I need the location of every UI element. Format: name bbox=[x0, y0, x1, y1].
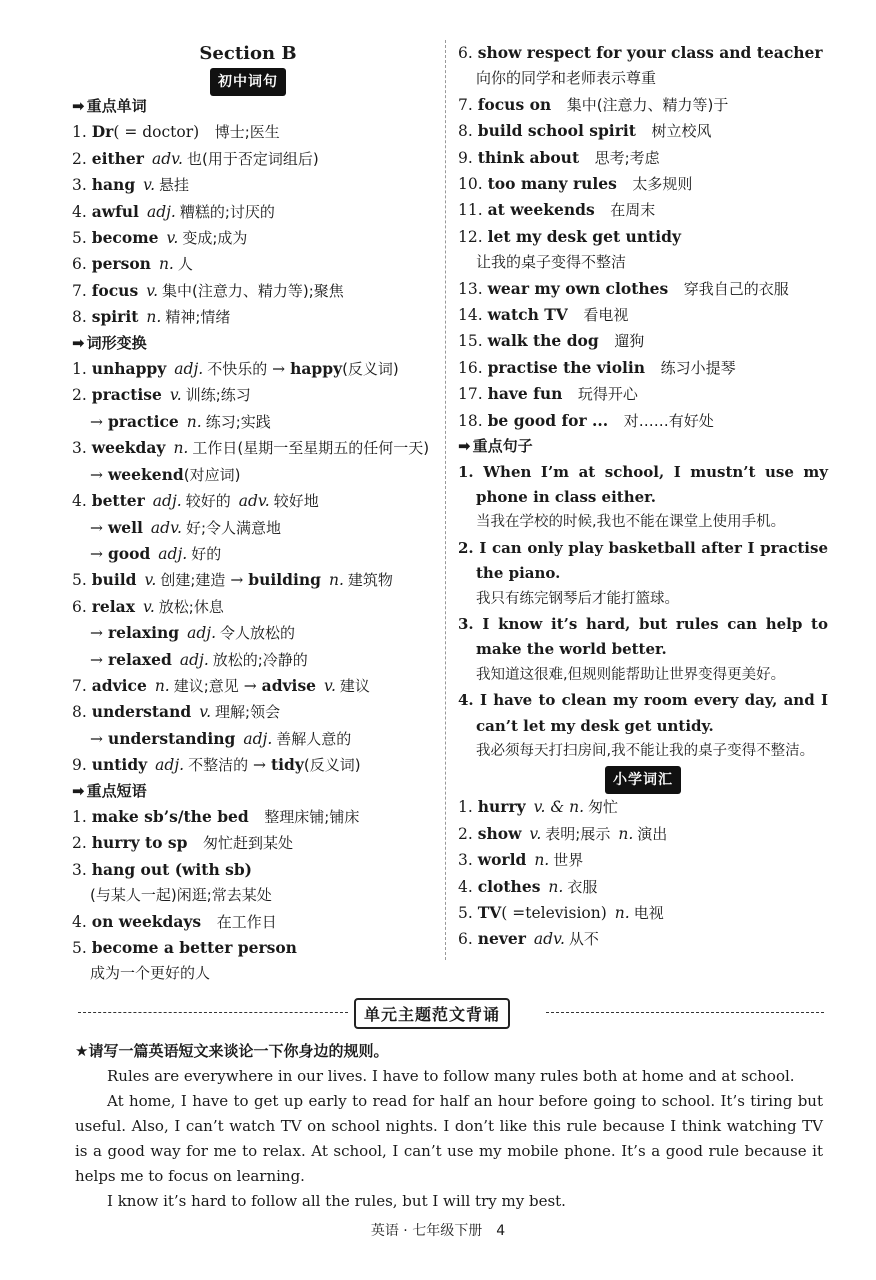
part-of-speech: adv. bbox=[150, 518, 182, 537]
part-of-speech: v. bbox=[529, 824, 542, 843]
word-chinese: 演出 bbox=[637, 824, 668, 843]
item-number: 14. bbox=[458, 306, 483, 325]
part-of-speech: adj. bbox=[146, 202, 176, 221]
column-divider bbox=[445, 40, 446, 960]
item-number: 2. bbox=[458, 824, 473, 843]
primary-word-item bbox=[458, 900, 828, 926]
phrase-translation bbox=[72, 961, 424, 986]
phrase-english: make sb’s/the bed bbox=[91, 806, 249, 826]
form-item bbox=[72, 409, 424, 435]
word-chinese: 博士;医生 bbox=[214, 123, 280, 142]
word-english: unhappy bbox=[91, 359, 167, 379]
item-number: 10. bbox=[458, 175, 483, 194]
form-item bbox=[72, 515, 424, 541]
word-english: awful bbox=[91, 201, 139, 221]
word-chinese: 衣服 bbox=[567, 877, 598, 896]
item-number: 1. bbox=[458, 462, 474, 481]
phrase-item bbox=[458, 276, 828, 302]
relation-note: (反义词) bbox=[303, 756, 361, 775]
word-chinese: 也(用于否定词组后) bbox=[186, 149, 319, 168]
sentence-chinese: 我只有练完钢琴后才能打篮球。 bbox=[476, 590, 679, 607]
item-number: 3. bbox=[72, 439, 87, 458]
form-item bbox=[72, 594, 424, 620]
essay-paragraph: Rules are everywhere in our lives. I have to follow many rules both at home and at school. bbox=[107, 1067, 795, 1085]
phrase-english: watch TV bbox=[487, 305, 568, 325]
phrase-english: practise the violin bbox=[487, 357, 646, 377]
header-sentences: ➡ 重点句子 bbox=[458, 434, 828, 459]
phrase-english: have fun bbox=[487, 384, 563, 404]
phrase-english: wear my own clothes bbox=[487, 278, 669, 298]
part-of-speech: adv. bbox=[151, 149, 183, 168]
item-number: 3. bbox=[72, 176, 87, 195]
word-note: ( =television) bbox=[501, 904, 607, 922]
item-number: 4. bbox=[72, 202, 87, 221]
sentence-item bbox=[458, 612, 828, 688]
phrases-list-continued bbox=[458, 40, 828, 434]
phrase-chinese: 整理床铺;铺床 bbox=[264, 807, 360, 826]
item-number: 8. bbox=[72, 308, 87, 327]
word-chinese: (对应词) bbox=[183, 465, 241, 484]
form-item bbox=[72, 673, 424, 699]
item-number: 9. bbox=[72, 756, 87, 775]
word-chinese: 好;令人满意地 bbox=[185, 518, 281, 537]
phrase-item bbox=[72, 857, 424, 883]
phrase-item bbox=[458, 118, 828, 144]
related-word: advise bbox=[261, 675, 317, 695]
word-chinese: 建议 bbox=[339, 676, 370, 695]
phrase-chinese: 遛狗 bbox=[614, 332, 645, 351]
item-number: 6. bbox=[458, 930, 473, 949]
item-number: 5. bbox=[72, 229, 87, 248]
word-item bbox=[72, 199, 424, 225]
part-of-speech: n. bbox=[328, 571, 344, 590]
part-of-speech: n. bbox=[534, 851, 550, 870]
arrow-right-icon: ➡ bbox=[72, 333, 85, 352]
sentence-chinese: 我知道这很难,但规则能帮助让世界变得更美好。 bbox=[476, 666, 786, 683]
item-number: 13. bbox=[458, 279, 483, 298]
word-chinese: 建筑物 bbox=[347, 571, 393, 590]
part-of-speech: adv. bbox=[238, 492, 270, 511]
word-chinese: 放松;休息 bbox=[158, 597, 224, 616]
phrase-item bbox=[458, 197, 828, 223]
header-forms: ➡ 词形变换 bbox=[72, 331, 424, 356]
item-number: 7. bbox=[72, 676, 87, 695]
word-english: show bbox=[477, 823, 522, 843]
form-item bbox=[72, 567, 424, 593]
arrow-right-icon: ➡ bbox=[458, 437, 471, 456]
phrases-list bbox=[72, 804, 424, 987]
phrase-chinese: 看电视 bbox=[583, 306, 629, 325]
word-chinese: 世界 bbox=[553, 851, 584, 870]
part-of-speech: n. bbox=[186, 412, 202, 431]
word-english: practice bbox=[107, 411, 179, 431]
related-word: building bbox=[248, 570, 321, 590]
item-number: 8. bbox=[458, 122, 473, 141]
word-chinese: 较好的 bbox=[185, 492, 231, 511]
sentence-item bbox=[458, 688, 828, 764]
item-number: 6. bbox=[72, 255, 87, 274]
item-number: 4. bbox=[72, 492, 87, 511]
phrase-english: build school spirit bbox=[477, 121, 636, 141]
forms-list bbox=[72, 356, 430, 779]
essay-prompt: ★请写一篇英语短文来谈论一下你身边的规则。 bbox=[75, 1042, 389, 1060]
form-item bbox=[72, 435, 430, 461]
word-english: untidy bbox=[91, 755, 148, 775]
part-of-speech: v. bbox=[146, 281, 159, 300]
arrow: → bbox=[90, 412, 103, 431]
phrase-english: think about bbox=[477, 147, 580, 167]
word-english: TV bbox=[477, 903, 502, 922]
phrase-item bbox=[72, 909, 424, 935]
item-number: 1. bbox=[72, 360, 87, 379]
header-phrases: ➡ 重点短语 bbox=[72, 779, 424, 804]
word-english: weekday bbox=[91, 438, 166, 458]
sentence-english: I have to clean my room every day, and I can’t let my desk get untidy. bbox=[476, 691, 828, 735]
item-number: 6. bbox=[458, 44, 473, 62]
part-of-speech: adj. bbox=[179, 650, 209, 669]
form-item bbox=[72, 647, 424, 673]
word-chinese: 从不 bbox=[568, 930, 599, 949]
word-chinese: 表明;展示 bbox=[545, 824, 611, 843]
item-number: 15. bbox=[458, 332, 483, 351]
word-item bbox=[72, 304, 424, 330]
word-chinese: 理解;领会 bbox=[215, 703, 281, 722]
form-item bbox=[72, 699, 424, 725]
part-of-speech: v. bbox=[142, 597, 155, 616]
phrase-item bbox=[458, 302, 828, 328]
phrase-english: show respect for your class and teacher bbox=[477, 43, 823, 62]
phrase-chinese: 让我的桌子变得不整洁 bbox=[476, 253, 627, 272]
arrow: → bbox=[90, 518, 103, 537]
part-of-speech: n. bbox=[173, 439, 189, 458]
primary-word-item bbox=[458, 926, 828, 952]
primary-word-item bbox=[458, 821, 828, 847]
part-of-speech: adj. bbox=[174, 360, 204, 379]
related-word: happy bbox=[290, 359, 343, 379]
item-number: 4. bbox=[458, 877, 473, 896]
phrase-chinese: 对……有好处 bbox=[623, 411, 714, 430]
word-chinese: 不整洁的 bbox=[188, 756, 249, 775]
item-number: 2. bbox=[72, 834, 87, 853]
part-of-speech: adj. bbox=[243, 729, 273, 748]
word-chinese: 电视 bbox=[633, 904, 664, 922]
item-number: 12. bbox=[458, 227, 483, 246]
word-chinese: 令人放松的 bbox=[220, 624, 296, 643]
word-english: hang bbox=[91, 175, 136, 195]
phrase-english: on weekdays bbox=[91, 911, 202, 931]
phrase-item bbox=[72, 830, 424, 856]
item-number: 18. bbox=[458, 411, 483, 430]
primary-words-list bbox=[458, 794, 828, 952]
page-footer: 英语 · 七年级下册 4 bbox=[370, 1223, 506, 1239]
form-item bbox=[72, 382, 424, 408]
word-english: better bbox=[91, 491, 145, 511]
word-chinese: 精神;情绪 bbox=[165, 308, 231, 327]
word-english: focus bbox=[91, 280, 139, 300]
word-english: understanding bbox=[107, 728, 236, 748]
word-english: either bbox=[91, 148, 144, 168]
phrase-chinese: 太多规则 bbox=[632, 175, 693, 194]
phrase-chinese: 集中(注意力、精力等)于 bbox=[566, 95, 729, 114]
part-of-speech: n. bbox=[548, 877, 564, 896]
phrase-english: become a better person bbox=[91, 938, 297, 957]
word-chinese: 集中(注意力、精力等);聚焦 bbox=[162, 281, 344, 300]
part-of-speech: v. bbox=[143, 176, 156, 195]
phrase-english: be good for ... bbox=[487, 410, 609, 430]
item-number: 1. bbox=[458, 798, 473, 817]
phrase-chinese: 匆忙赶到某处 bbox=[202, 834, 293, 853]
arrow: → bbox=[272, 360, 286, 379]
word-english: hurry bbox=[477, 797, 526, 817]
part-of-speech: n. bbox=[158, 255, 174, 274]
word-english: never bbox=[477, 929, 526, 949]
item-number: 11. bbox=[458, 201, 483, 220]
word-english: Dr bbox=[91, 122, 114, 142]
phrase-english: walk the dog bbox=[487, 331, 599, 351]
part-of-speech: n. bbox=[146, 308, 162, 327]
form-item bbox=[72, 541, 424, 567]
word-english: person bbox=[91, 254, 151, 274]
word-english: advice bbox=[91, 675, 147, 695]
item-number: 2. bbox=[72, 149, 87, 168]
part-of-speech: v. bbox=[324, 676, 336, 695]
form-item bbox=[72, 462, 424, 488]
item-number: 5. bbox=[72, 939, 87, 957]
phrase-english: too many rules bbox=[487, 174, 617, 194]
part-of-speech: v. bbox=[144, 571, 157, 590]
item-number: 3. bbox=[72, 860, 87, 879]
arrow: → bbox=[90, 650, 103, 669]
phrase-chinese: 练习小提琴 bbox=[660, 358, 736, 377]
arrow-right-icon: ➡ bbox=[72, 781, 85, 800]
phrase-translation bbox=[458, 250, 828, 275]
phrase-item bbox=[458, 408, 828, 434]
word-english: practise bbox=[91, 385, 162, 405]
relation-note: (反义词) bbox=[342, 360, 399, 379]
word-chinese: 人 bbox=[177, 255, 193, 274]
word-chinese: 创建;建造 bbox=[160, 571, 226, 590]
item-number: 4. bbox=[458, 691, 474, 710]
word-chinese: 建议;意见 bbox=[173, 676, 239, 695]
word-english: relaxing bbox=[107, 623, 180, 643]
phrase-item bbox=[458, 145, 828, 171]
part-of-speech: v. & n. bbox=[533, 798, 585, 817]
word-item bbox=[72, 172, 424, 198]
word-english: well bbox=[107, 517, 143, 537]
sentences-list bbox=[458, 460, 828, 765]
item-number: 5. bbox=[458, 904, 473, 922]
phrase-item bbox=[458, 171, 828, 197]
word-english: world bbox=[477, 850, 527, 870]
part-of-speech: n. bbox=[618, 824, 634, 843]
phrase-chinese: 思考;考虑 bbox=[594, 148, 660, 167]
word-item bbox=[72, 251, 424, 277]
badge-junior: 初中词句 bbox=[210, 68, 286, 96]
word-english: weekend bbox=[107, 464, 184, 484]
arrow: → bbox=[230, 571, 244, 590]
item-number: 3. bbox=[458, 851, 473, 870]
part-of-speech: adv. bbox=[533, 930, 565, 949]
phrase-item bbox=[458, 40, 828, 66]
word-item bbox=[72, 225, 424, 251]
phrase-chinese: 向你的同学和老师表示尊重 bbox=[476, 69, 657, 88]
arrow: → bbox=[90, 544, 103, 563]
part-of-speech: n. bbox=[614, 904, 630, 922]
item-number: 2. bbox=[72, 386, 87, 405]
word-english: become bbox=[91, 228, 159, 248]
word-chinese: 练习;实践 bbox=[205, 412, 271, 431]
form-item bbox=[72, 488, 424, 514]
essay-paragraph: At home, I have to get up early to read for half an hour before going to school. It’s tiring but useful. Also, I can’t watch TV on school nights. I don’t like this rule because I think watching TV is a good way for me to relax. At school, I can’t use my mobile phone. It’s a good rule because it helps me to focus on learning. bbox=[75, 1092, 823, 1185]
part-of-speech: adj. bbox=[152, 492, 182, 511]
item-number: 2. bbox=[458, 538, 474, 557]
phrase-english: focus on bbox=[477, 94, 552, 114]
part-of-speech: adj. bbox=[158, 544, 188, 563]
left-column bbox=[72, 40, 430, 987]
header-words: ➡ 重点单词 bbox=[72, 94, 424, 119]
phrase-item bbox=[72, 804, 424, 830]
form-item bbox=[72, 356, 424, 382]
phrase-translation bbox=[458, 66, 828, 91]
part-of-speech: v. bbox=[166, 229, 179, 248]
word-chinese: 工作日(星期一至星期五的任何一天) bbox=[192, 439, 430, 458]
phrase-english: at weekends bbox=[487, 200, 595, 220]
phrase-chinese: 在工作日 bbox=[216, 912, 277, 931]
part-of-speech: adj. bbox=[187, 624, 217, 643]
form-item bbox=[72, 752, 424, 778]
word-item bbox=[72, 119, 424, 145]
phrase-english: hurry to sp bbox=[91, 833, 188, 853]
sentence-item bbox=[458, 460, 828, 536]
word-english: relax bbox=[91, 596, 135, 616]
badge-primary: 小学词汇 bbox=[605, 766, 681, 794]
item-number: 9. bbox=[458, 148, 473, 167]
right-column bbox=[458, 40, 828, 953]
essay-paragraph: I know it’s hard to follow all the rules, but I will try my best. bbox=[107, 1192, 566, 1210]
word-chinese: 匆忙 bbox=[588, 798, 619, 817]
word-chinese: 不快乐的 bbox=[207, 360, 268, 379]
phrase-chinese: 穿我自己的衣服 bbox=[683, 279, 789, 298]
item-number: 3. bbox=[458, 614, 474, 633]
word-chinese: 好的 bbox=[191, 544, 222, 563]
phrase-chinese: 树立校风 bbox=[651, 122, 712, 141]
item-number: 6. bbox=[72, 597, 87, 616]
arrow: → bbox=[243, 676, 257, 695]
arrow-right-icon: ➡ bbox=[72, 97, 85, 115]
sentence-english: I know it’s hard, but rules can help to make the world better. bbox=[476, 614, 828, 659]
phrase-item bbox=[458, 328, 828, 354]
phrase-item bbox=[72, 935, 424, 961]
related-word: tidy bbox=[270, 755, 304, 775]
item-number: 17. bbox=[458, 385, 483, 404]
phrase-item bbox=[458, 224, 828, 250]
item-number: 4. bbox=[72, 912, 87, 931]
arrow: → bbox=[90, 465, 103, 484]
item-number: 8. bbox=[72, 703, 87, 722]
phrase-chinese: 成为一个更好的人 bbox=[90, 964, 211, 983]
word-english: understand bbox=[91, 702, 192, 722]
word-chinese: 较好地 bbox=[273, 492, 319, 511]
essay-title-bar bbox=[78, 998, 824, 1026]
word-item bbox=[72, 146, 424, 172]
phrase-translation bbox=[72, 883, 424, 908]
phrase-chinese: 在周末 bbox=[610, 201, 656, 220]
primary-word-item bbox=[458, 847, 828, 873]
phrase-english: let my desk get untidy bbox=[487, 226, 681, 246]
primary-word-item bbox=[458, 794, 828, 820]
part-of-speech: adj. bbox=[155, 756, 185, 775]
essay bbox=[75, 1038, 823, 1214]
words-list bbox=[72, 119, 424, 330]
word-english: relaxed bbox=[107, 649, 172, 669]
arrow: → bbox=[253, 756, 267, 775]
word-chinese: 善解人意的 bbox=[276, 729, 352, 748]
arrow: → bbox=[90, 624, 103, 643]
part-of-speech: v. bbox=[199, 703, 212, 722]
word-english: clothes bbox=[477, 876, 541, 896]
form-item bbox=[72, 726, 424, 752]
sentence-chinese: 我必须每天打扫房间,我不能让我的桌子变得不整洁。 bbox=[476, 742, 815, 759]
word-english: good bbox=[107, 543, 151, 563]
word-item bbox=[72, 278, 424, 304]
word-chinese: 糟糕的;讨厌的 bbox=[179, 202, 275, 221]
item-number: 5. bbox=[72, 571, 87, 590]
item-number: 7. bbox=[458, 95, 473, 114]
sentence-english: I can only play basketball after I practise the piano. bbox=[476, 538, 828, 583]
phrase-chinese: 玩得开心 bbox=[577, 385, 638, 404]
form-item bbox=[72, 620, 424, 646]
phrase-chinese: (与某人一起)闲逛;常去某处 bbox=[90, 886, 272, 905]
word-chinese: 放松的;冷静的 bbox=[212, 650, 308, 669]
essay-title: 单元主题范文背诵 bbox=[354, 998, 510, 1029]
word-note: ( = doctor) bbox=[113, 123, 200, 142]
item-number: 7. bbox=[72, 281, 87, 300]
word-english: build bbox=[91, 570, 137, 590]
phrase-item bbox=[458, 355, 828, 381]
arrow: → bbox=[90, 729, 103, 748]
word-chinese: 变成;成为 bbox=[182, 229, 248, 248]
part-of-speech: n. bbox=[154, 676, 170, 695]
sentence-english: When I’m at school, I mustn’t use my phone in class either. bbox=[476, 462, 828, 506]
primary-word-item bbox=[458, 874, 828, 900]
phrase-item bbox=[458, 92, 828, 118]
word-english: spirit bbox=[91, 307, 139, 327]
item-number: 16. bbox=[458, 358, 483, 377]
sentence-item bbox=[458, 536, 828, 612]
section-title: Section B bbox=[199, 43, 297, 64]
phrase-english: hang out (with sb) bbox=[91, 859, 253, 879]
phrase-item bbox=[458, 381, 828, 407]
word-chinese: 训练;练习 bbox=[185, 386, 251, 405]
item-number: 1. bbox=[72, 123, 87, 142]
word-chinese: 悬挂 bbox=[159, 176, 190, 195]
item-number: 1. bbox=[72, 807, 87, 826]
part-of-speech: v. bbox=[169, 386, 182, 405]
sentence-chinese: 当我在学校的时候,我也不能在课堂上使用手机。 bbox=[476, 514, 786, 531]
